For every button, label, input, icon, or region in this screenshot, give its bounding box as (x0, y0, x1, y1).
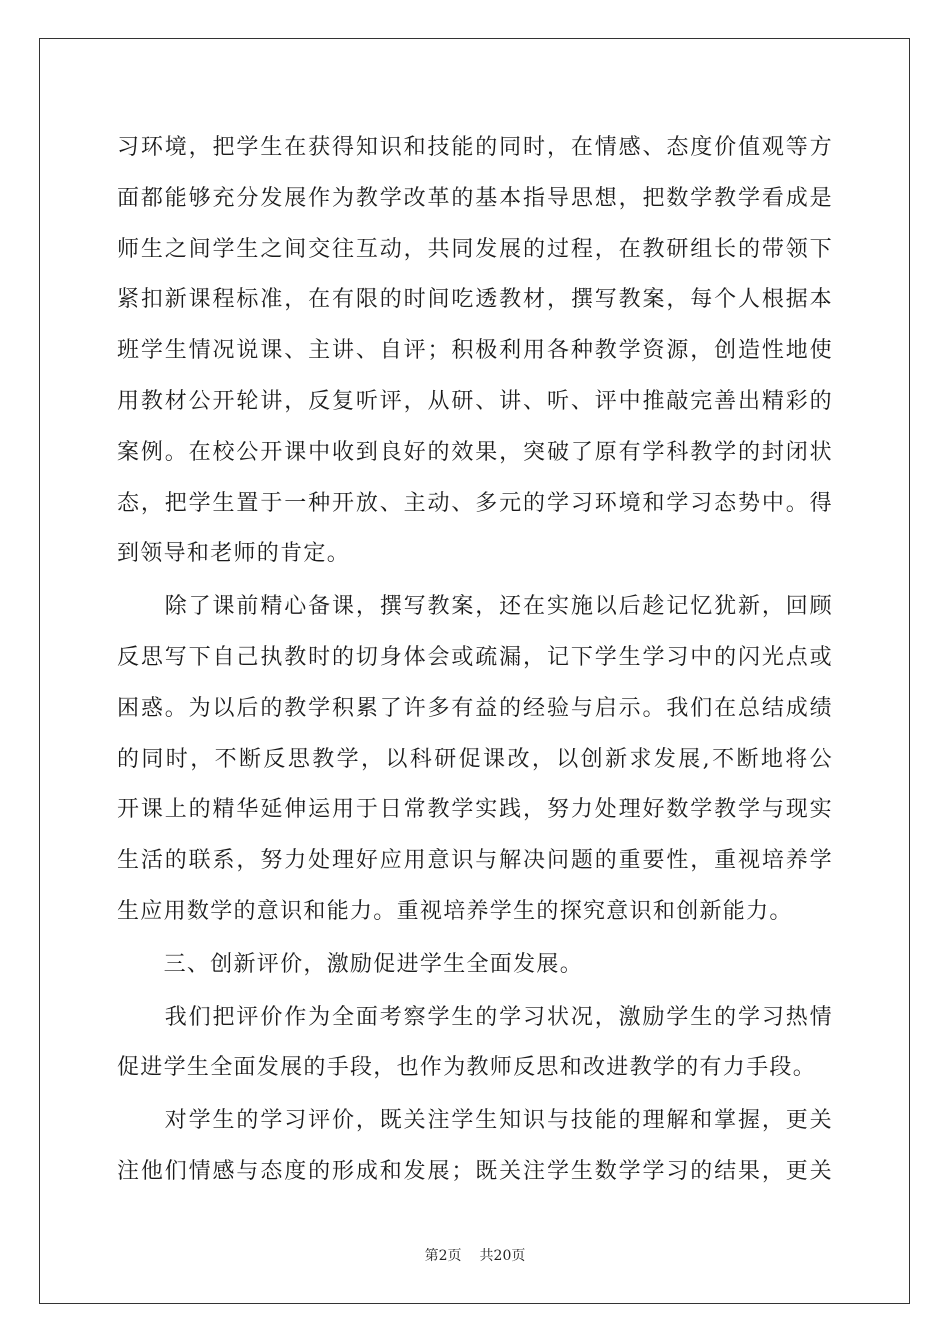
text-line: 用教材公开轮讲，反复听评，从研、讲、听、评中推敲完善出精彩的 (117, 388, 833, 414)
text-line: 对学生的学习评价，既关注学生知识与技能的理解和掌握，更关 (117, 1108, 833, 1134)
text-line: 注他们情感与态度的形成和发展；既关注学生数学学习的结果，更关 (117, 1158, 833, 1184)
text-line: 的同时，不断反思教学，以科研促课改，以创新求发展,不断地将公 (117, 746, 833, 772)
text-line: 困惑。为以后的教学积累了许多有益的经验与启示。我们在总结成绩 (117, 695, 833, 721)
text-line: 案例。在校公开课中收到良好的效果，突破了原有学科教学的封闭状 (117, 439, 833, 465)
document-body (117, 123, 833, 1198)
text-line: 师生之间学生之间交往互动，共同发展的过程，在教研组长的带领下 (117, 236, 833, 262)
text-line: 除了课前精心备课，撰写教案，还在实施以后趁记忆犹新，回顾 (117, 594, 833, 620)
text-line: 反思写下自己执教时的切身体会或疏漏，记下学生学习中的闪光点或 (117, 644, 833, 670)
text-line: 生活的联系，努力处理好应用意识与解决问题的重要性，重视培养学 (117, 848, 833, 874)
text-line: 到领导和老师的肯定。 (117, 541, 351, 567)
text-line: 面都能够充分发展作为教学改革的基本指导思想，把数学教学看成是 (117, 185, 833, 211)
text-line: 紧扣新课程标准，在有限的时间吃透教材，撰写教案，每个人根据本 (117, 287, 833, 313)
text-line: 促进学生全面发展的手段，也作为教师反思和改进教学的有力手段。 (117, 1055, 817, 1081)
page-total: 共20页 (479, 1248, 526, 1264)
page-footer (0, 1246, 950, 1266)
page-number: 第2页 (424, 1248, 462, 1264)
text-line: 习环境，把学生在获得知识和技能的同时，在情感、态度价值观等方 (117, 135, 833, 160)
section-heading: 三、创新评价，激励促进学生全面发展。 (117, 951, 584, 977)
text-line: 生应用数学的意识和能力。重视培养学生的探究意识和创新能力。 (117, 898, 793, 924)
text-line: 态，把学生置于一种开放、主动、多元的学习环境和学习态势中。得 (117, 490, 833, 516)
text-line: 开课上的精华延伸运用于日常教学实践，努力处理好数学教学与现实 (117, 797, 833, 823)
text-line: 我们把评价作为全面考察学生的学习状况，激励学生的学习热情 (117, 1004, 833, 1030)
text-line: 班学生情况说课、主讲、自评；积极利用各种教学资源，创造性地使 (117, 338, 833, 364)
